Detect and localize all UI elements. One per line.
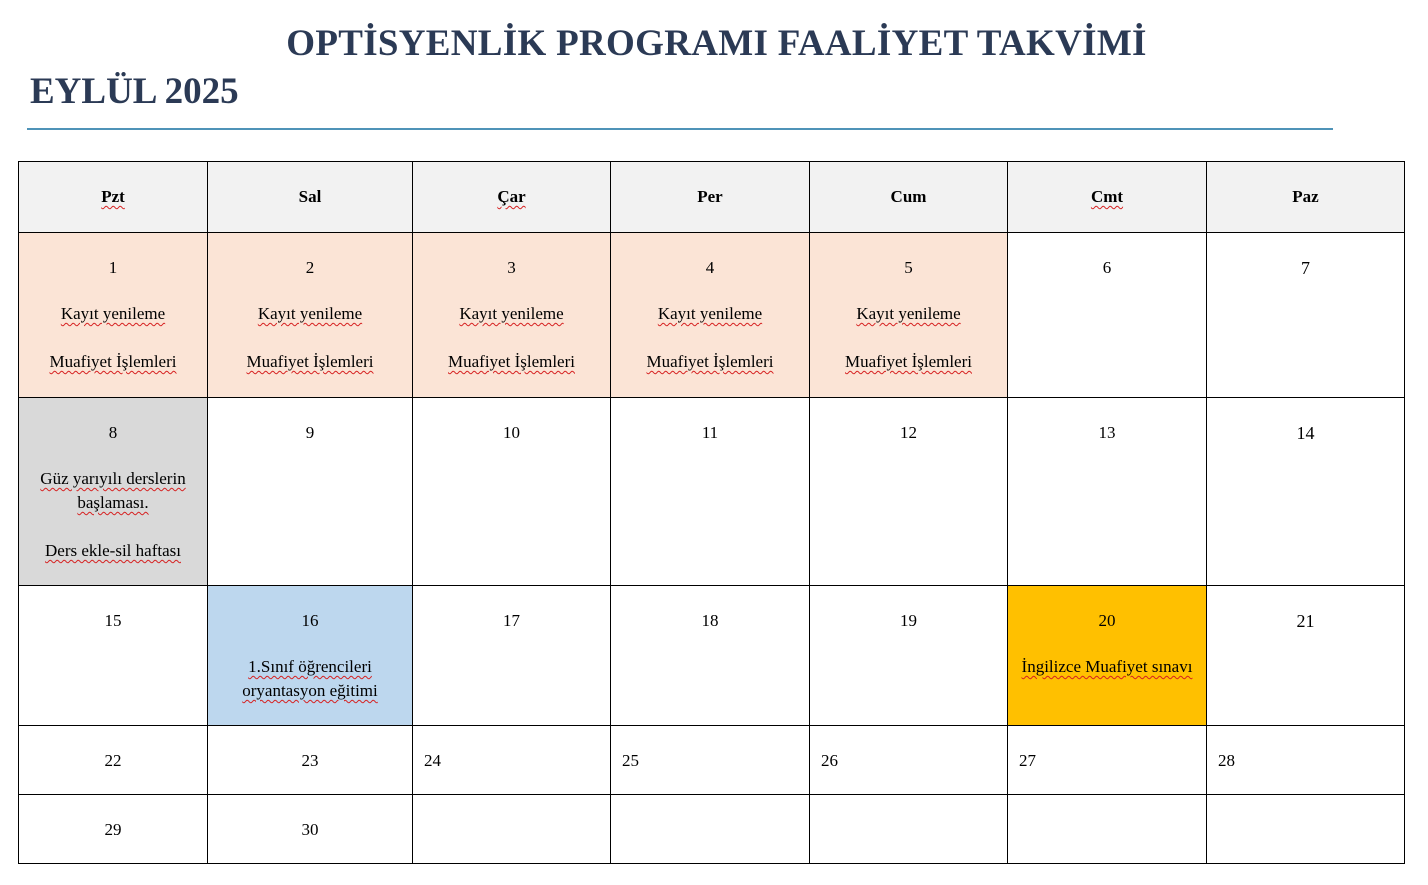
event-label: Güz yarıyılı derslerin başlaması. xyxy=(40,469,186,512)
day-cell xyxy=(810,398,1008,586)
day-number: 29 xyxy=(104,820,122,839)
weekday-label: Cmt xyxy=(1090,187,1124,206)
day-number: 28 xyxy=(1218,751,1235,770)
day-number: 20 xyxy=(1098,611,1116,630)
day-cell xyxy=(208,795,413,864)
day-cell xyxy=(413,398,611,586)
weekday-header xyxy=(1207,162,1405,233)
day-cell xyxy=(1008,398,1207,586)
day-cell xyxy=(1207,233,1405,398)
day-cell xyxy=(1207,726,1405,795)
day-number: 2 xyxy=(305,258,315,277)
day-cell xyxy=(1008,586,1207,726)
document-title: OPTİSYENLİK PROGRAMI FAALİYET TAKVİMİ xyxy=(286,23,1147,64)
week-row xyxy=(19,726,1405,795)
event-label: 1.Sınıf öğrencileri oryantasyon eğitimi xyxy=(242,657,378,700)
day-cell xyxy=(611,726,810,795)
day-cell xyxy=(413,795,611,864)
day-cell xyxy=(1207,586,1405,726)
day-number: 5 xyxy=(904,258,913,277)
day-number: 8 xyxy=(108,423,118,442)
event-label: Kayıt yenileme xyxy=(257,304,363,323)
weekday-label: Sal xyxy=(298,187,322,206)
day-cell xyxy=(19,795,208,864)
day-cell xyxy=(413,586,611,726)
event-label: Kayıt yenileme xyxy=(856,304,961,323)
activity-calendar xyxy=(18,161,1405,864)
week-row xyxy=(19,398,1405,586)
day-number: 17 xyxy=(503,611,520,630)
event-label: İngilizce Muafiyet sınavı xyxy=(1021,657,1193,676)
day-cell xyxy=(208,726,413,795)
day-number: 10 xyxy=(503,423,520,442)
day-number: 13 xyxy=(1098,423,1116,442)
weekday-label: Pzt xyxy=(101,187,125,206)
day-cell xyxy=(19,586,208,726)
day-number: 23 xyxy=(301,751,319,770)
day-number: 24 xyxy=(424,751,441,770)
day-cell xyxy=(208,398,413,586)
event-label: Muafiyet İşlemleri xyxy=(448,352,575,371)
week-row xyxy=(19,586,1405,726)
day-number: 25 xyxy=(622,751,639,770)
day-number: 12 xyxy=(900,423,917,442)
weekday-label: Cum xyxy=(890,187,927,206)
event-label: Ders ekle-sil haftası xyxy=(45,541,181,560)
weekday-header xyxy=(611,162,810,233)
day-cell xyxy=(1207,795,1405,864)
day-cell xyxy=(611,233,810,398)
weekday-header-row xyxy=(19,162,1405,233)
week-row xyxy=(19,233,1405,398)
month-heading: EYLÜL 2025 xyxy=(30,71,239,112)
day-cell xyxy=(611,795,810,864)
day-cell xyxy=(1008,726,1207,795)
weekday-header xyxy=(1008,162,1207,233)
day-number: 3 xyxy=(507,258,516,277)
day-number: 19 xyxy=(900,611,917,630)
week-row xyxy=(19,795,1405,864)
day-cell xyxy=(810,726,1008,795)
weekday-label: Çar xyxy=(497,187,526,206)
day-number: 22 xyxy=(104,751,122,770)
event-label: Muafiyet İşlemleri xyxy=(49,352,177,371)
event-label: Kayıt yenileme xyxy=(60,304,166,323)
day-cell xyxy=(810,586,1008,726)
weekday-header xyxy=(19,162,208,233)
weekday-header xyxy=(810,162,1008,233)
event-label: Muafiyet İşlemleri xyxy=(246,352,374,371)
event-label: Kayıt yenileme xyxy=(657,304,763,323)
weekday-label: Paz xyxy=(1292,187,1319,206)
day-number: 9 xyxy=(305,423,315,442)
day-number: 7 xyxy=(1301,258,1310,278)
day-cell xyxy=(413,726,611,795)
day-number: 30 xyxy=(301,820,319,839)
day-number: 27 xyxy=(1019,751,1036,770)
day-cell xyxy=(413,233,611,398)
event-label: Muafiyet İşlemleri xyxy=(646,352,774,371)
day-cell xyxy=(611,398,810,586)
day-number: 11 xyxy=(701,423,719,442)
weekday-label: Per xyxy=(697,187,723,206)
day-number: 18 xyxy=(701,611,719,630)
day-number: 6 xyxy=(1102,258,1112,277)
day-number: 21 xyxy=(1296,611,1315,631)
day-number: 15 xyxy=(104,611,122,630)
day-cell xyxy=(810,233,1008,398)
day-cell xyxy=(810,795,1008,864)
day-cell xyxy=(1008,233,1207,398)
day-cell xyxy=(611,586,810,726)
day-cell xyxy=(19,726,208,795)
event-label: Kayıt yenileme xyxy=(459,304,564,323)
day-number: 1 xyxy=(108,258,118,277)
event-label: Muafiyet İşlemleri xyxy=(845,352,972,371)
day-number: 14 xyxy=(1296,423,1315,443)
day-cell xyxy=(19,233,208,398)
weekday-header xyxy=(208,162,413,233)
weekday-header xyxy=(413,162,611,233)
day-cell xyxy=(19,398,208,586)
day-number: 4 xyxy=(705,258,715,277)
day-number: 26 xyxy=(821,751,838,770)
day-cell xyxy=(1008,795,1207,864)
day-cell xyxy=(1207,398,1405,586)
title-divider xyxy=(27,128,1333,130)
day-cell xyxy=(208,586,413,726)
day-number: 16 xyxy=(301,611,319,630)
day-cell xyxy=(208,233,413,398)
